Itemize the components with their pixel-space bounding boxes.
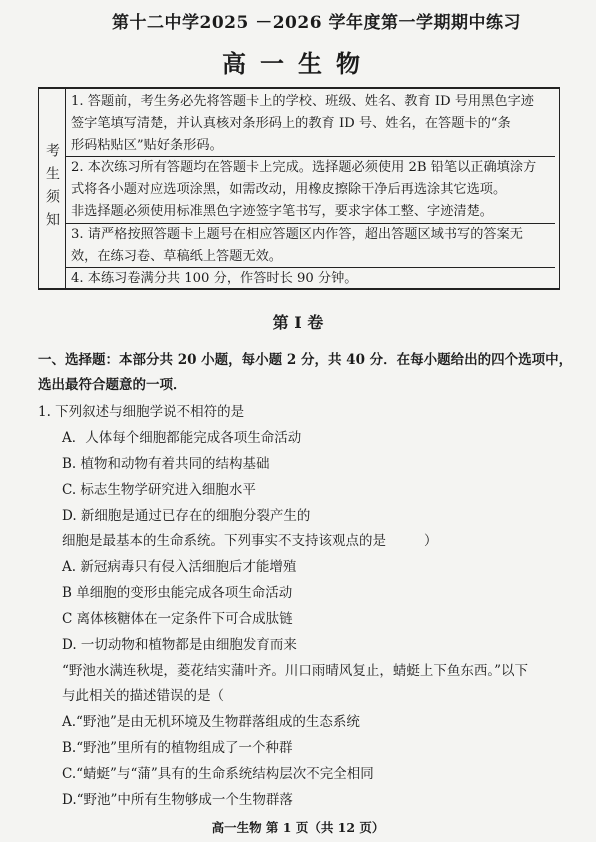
question-2-option-b: B 单细胞的变形虫能完成各项生命活动 bbox=[62, 585, 293, 601]
section-title: 第 I 卷 bbox=[272, 313, 324, 332]
notice-item-1-line-3: 形码粘贴区”贴好条形码。 bbox=[71, 137, 223, 153]
question-3-option-b: B.“野池”里所有的植物组成了一个种群 bbox=[62, 740, 293, 756]
question-1-option-a: A．人体每个细胞都能完成各项生命活动 bbox=[62, 430, 302, 446]
notice-item-3-line-2: 效，在练习卷、草稿纸上答题无效。 bbox=[71, 248, 282, 264]
question-1-option-c: C. 标志生物学研究进入细胞水平 bbox=[62, 482, 256, 498]
notice-label-cell bbox=[39, 89, 66, 288]
candidate-notice-box bbox=[38, 87, 560, 290]
question-2-answer-paren: ） bbox=[424, 533, 438, 549]
notice-item-3-line-1: 3. 请严格按照答题卡上题号在相应答题区内作答，超出答题区域书写的答案无 bbox=[71, 226, 523, 242]
question-1-stem: 1. 下列叙述与细胞学说不相符的是 bbox=[38, 404, 245, 420]
exam-title: 第十二中学2025 －2026 学年度第一学期期中练习 bbox=[112, 13, 521, 33]
notice-item-2-line-3: 非选择题必须使用标准黑色字迹签字笔书写，要求字体工整、字迹清楚。 bbox=[71, 203, 493, 219]
page-footer: 高一生物 第 1 页（共 12 页） bbox=[211, 820, 385, 835]
notice-item-4-line-1: 4. 本练习卷满分共 100 分，作答时长 90 分钟。 bbox=[71, 271, 358, 287]
question-2-option-a: A. 新冠病毒只有侵入活细胞后才能增殖 bbox=[62, 559, 297, 575]
notice-label: 考生须知 bbox=[44, 142, 60, 235]
notice-item-1-line-2: 签字笔填写清楚，并认真核对条形码上的教育 ID 号、姓名，在答题卡的“条 bbox=[71, 115, 511, 131]
question-3-option-d: D.“野池”中所有生物够成一个生物群落 bbox=[62, 792, 293, 808]
question-1-option-b: B. 植物和动物有着共同的结构基础 bbox=[62, 456, 270, 472]
section-instruction-line-2: 选出最符合题意的一项． bbox=[38, 377, 187, 393]
question-3-option-c: C.“蜻蜓”与“蒲”具有的生命系统结构层次不完全相同 bbox=[62, 766, 374, 782]
question-3-option-a: A.“野池”是由无机环境及生物群落组成的生态系统 bbox=[62, 714, 360, 730]
notice-item-1-line-1: 1. 答题前，考生务必先将答题卡上的学校、班级、姓名、教育 ID 号用黑色字迹 bbox=[71, 94, 534, 109]
notice-item-2-line-2: 式将各小题对应选项涂黑，如需改动，用橡皮擦除干净后再选涂其它选项。 bbox=[71, 182, 507, 198]
question-3-stem-line-1: “野池水满连秋堤，菱花结实蒲叶齐。川口雨晴风复止，蜻蜓上下鱼东西。”以下 bbox=[62, 663, 529, 679]
question-2-option-c: C 离体核糖体在一定条件下可合成肽链 bbox=[62, 611, 293, 627]
question-3-stem-line-2: 与此相关的描述错误的是（ bbox=[62, 688, 224, 704]
question-2-stem: 细胞是最基本的生命系统。下列事实不支持该观点的是 bbox=[62, 533, 386, 549]
question-2-option-d: D. 一切动物和植物都是由细胞发育而来 bbox=[62, 637, 297, 653]
notice-item-2-line-1: 2. 本次练习所有答题均在答题卡上完成。选择题必须使用 2B 铅笔以正确填涂方 bbox=[71, 160, 537, 176]
notice-items bbox=[71, 91, 555, 290]
question-1-option-d: D. 新细胞是通过已存在的细胞分裂产生的 bbox=[62, 508, 311, 524]
section-instruction-line-1: 一、选择题：本部分共 20 小题，每小题 2 分，共 40 分．在每小题给出的四个选项中， bbox=[38, 352, 573, 368]
subject-title: 高一生物 bbox=[222, 49, 374, 78]
